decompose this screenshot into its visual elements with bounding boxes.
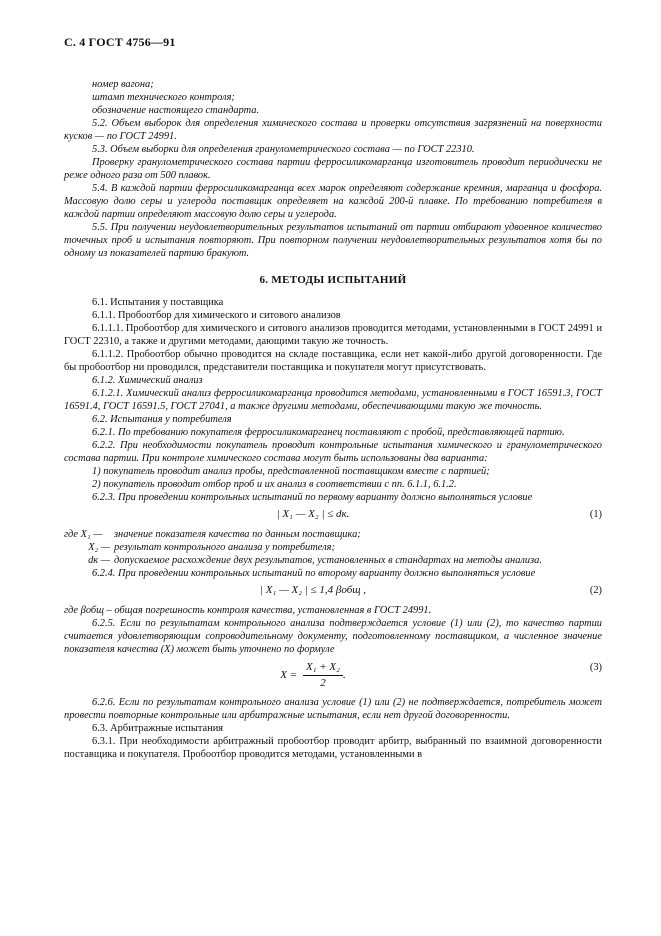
marking-item-wagon: номер вагона; <box>92 79 154 90</box>
document-body <box>64 78 602 761</box>
clause-6-1-1-1: 6.1.1.1. Пробоотбор для химического и ситового анализов проводится методами, установленными в ГОСТ 24991 и ГОСТ 22310, а также и другими методами, дающими такую же точность. <box>64 323 602 347</box>
formula-1-row <box>64 506 602 526</box>
clause-5-2: 5.2. Объем выборок для определения химического состава и проверки отсутствия загрязнений на поверхности кусков — по ГОСТ 24991. <box>64 118 602 142</box>
section-heading: 6. МЕТОДЫ ИСПЫТАНИЙ <box>259 274 407 286</box>
formula-3-row <box>64 659 602 693</box>
clause-5-3-cont: Проверку гранулометрического состава партии ферросиликомарганца изготовитель проводит периодически не реже одного раза от 500 плавок. <box>64 157 602 181</box>
clause-6-2-3: 6.2.3. При проведении контрольных испытаний по первому варианту должно выполняться условие <box>92 492 533 503</box>
formula-3-fraction <box>303 661 343 690</box>
clause-6-2-4: 6.2.4. При проведении контрольных испытаний по второму варианту должно выполняться условие <box>92 568 536 579</box>
where-label-x1: где X₁ — <box>64 529 103 540</box>
where-label-dk: dк — <box>88 555 110 566</box>
clause-6-3-1: 6.3.1. При необходимости арбитражный пробоотбор проводит арбитр, выбранный по взаимной договоренности поставщика и покупателя. Пробоотбор проводится методами, установленными в <box>64 736 602 760</box>
clause-6-2-5: 6.2.5. Если по результатам контрольного анализа подтверждается условие (1) или (2), то качество партии считается удовлетворяющим сопроводительному документу, подготовленному поставщиком, а численное значение показателя качества (X) может быть уточнено по формуле <box>64 618 602 655</box>
where-row-dk <box>64 554 602 567</box>
option-1: 1) покупатель проводит анализ пробы, представленной поставщиком вместе с партией; <box>92 466 490 477</box>
formula-1-number: (1) <box>589 509 602 520</box>
clause-6-1-1: 6.1.1. Пробоотбор для химического и ситового анализов <box>92 310 341 321</box>
clause-6-1-2-1: 6.1.2.1. Химический анализ ферросиликомарганца проводится методами, установленными в ГОСТ 16591.3, ГОСТ 16591.4, ГОСТ 16591.5, ГОСТ 27041, а также другими методами, обеспечивающими такую же точность. <box>64 388 602 412</box>
clause-6-1-2: 6.1.2. Химический анализ <box>92 375 203 386</box>
where-row-x1 <box>64 528 602 541</box>
clause-6-2-1: 6.2.1. По требованию покупателя ферросиликомарганец поставляют с пробой, представляющей партию. <box>92 427 565 438</box>
marking-item-standard: обозначение настоящего стандарта. <box>92 105 260 116</box>
where-label-x2: X₂ — <box>88 542 110 553</box>
where-text-x2: результат контрольного анализа у потребителя; <box>114 542 335 553</box>
where-beta: где βобщ – общая погрешность контроля качества, установленная в ГОСТ 24991. <box>64 605 432 616</box>
formula-2-row <box>64 582 602 602</box>
marking-item-stamp: штамп технического контроля; <box>92 92 235 103</box>
clause-6-2-6: 6.2.6. Если по результатам контрольного анализа условие (1) или (2) не подтверждается, потребитель может провести повторные контрольные или арбитражные испытания, если нет другой договоренности. <box>64 697 602 721</box>
formula-2: | X₁ — X₂ | ≤ 1,4 βобщ , <box>259 584 367 596</box>
clause-6-1-1-2: 6.1.1.2. Пробоотбор обычно проводится на складе поставщика, если нет какой-либо другой договоренности. Где бы пробоотбор ни проводился, представители поставщика и покупателя могут присутствовать. <box>64 349 602 373</box>
formula-3-number: (3) <box>589 662 602 673</box>
where-text-dk: допускаемое расхождение двух результатов, установленных в стандартах на методы анализа. <box>114 555 542 566</box>
formula-3-tail: . <box>342 669 346 682</box>
clause-6-3: 6.3. Арбитражные испытания <box>92 723 224 734</box>
formula-3 <box>64 661 562 690</box>
clause-5-5: 5.5. При получении неудовлетворительных результатов испытаний от партии отбирают удвоенное количество точечных проб и испытания повторяют. При повторном получении неудовлетворительных результатов хотя бы по одному из показателей партию бракуют. <box>64 222 602 259</box>
where-row-x2 <box>64 541 602 554</box>
formula-1: | X₁ — X₂ | ≤ dк. <box>276 508 350 520</box>
formula-2-number: (2) <box>589 585 602 596</box>
option-2: 2) покупатель проводит отбор проб и их анализ в соответствии с пп. 6.1.1, 6.1.2. <box>92 479 457 490</box>
where-text-x1: значение показателя качества по данным поставщика; <box>114 529 361 540</box>
formula-3-numerator: X₁ + X₂ <box>303 661 343 676</box>
formula-3-denominator: 2 <box>320 677 326 689</box>
clause-5-4: 5.4. В каждой партии ферросиликомарганца всех марок определяют содержание кремния, марганца и фосфора. Массовую долю серы и углерода поставщик определяет на каждой 200-й плавке. По требованию потребителя в каждой партии определяют массовую долю серы и углерода. <box>64 183 602 220</box>
clause-6-2-2: 6.2.2. При необходимости покупатель проводит контрольные испытания химического и гранулометрического состава партии. При контроле химического состава могут быть использованы два варианта: <box>64 440 602 464</box>
clause-6-2: 6.2. Испытания у потребителя <box>92 414 232 425</box>
clause-5-3: 5.3. Объем выборки для определения гранулометрического состава — по ГОСТ 22310. <box>92 144 475 155</box>
running-header: С. 4 ГОСТ 4756—91 <box>64 35 176 49</box>
clause-6-1: 6.1. Испытания у поставщика <box>92 297 224 308</box>
formula-3-lhs: X = <box>280 669 298 682</box>
